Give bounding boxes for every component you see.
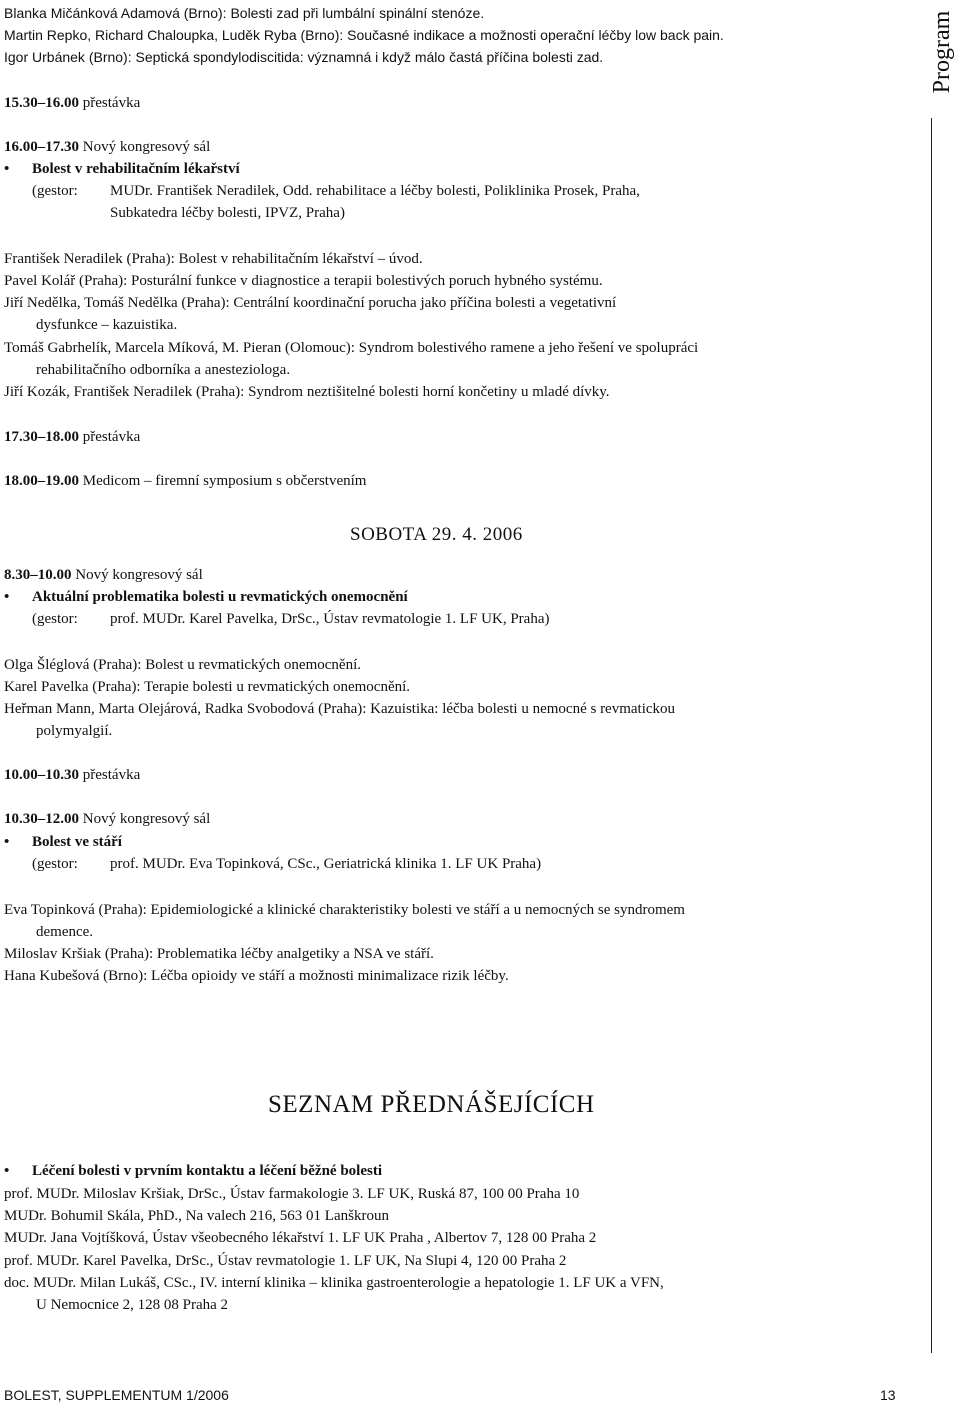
speaker-line: prof. MUDr. Miloslav Kršiak, DrSc., Ústav farmakologie 3. LF UK, Ruská 87, 100 00 Praha 10 bbox=[4, 1186, 580, 1202]
talk-line: Igor Urbánek (Brno): Septická spondylodiscitida: významná i když málo častá příčina bolesti zad. bbox=[4, 49, 604, 65]
symposium-text: Medicom – firemní symposium s občerstvením bbox=[79, 473, 367, 489]
gestor-label: (gestor: bbox=[32, 611, 78, 627]
speaker-line: MUDr. Jana Vojtíšková, Ústav všeobecného lékařství 1. LF UK Praha , Albertov 7, 128 00 Praha 2 bbox=[4, 1230, 597, 1246]
break-text: přestávka bbox=[79, 95, 141, 111]
talk-line: Hana Kubešová (Brno): Léčba opioidy ve stáří a možnosti minimalizace rizik léčby. bbox=[4, 968, 509, 984]
speaker-line-cont: U Nemocnice 2, 128 08 Praha 2 bbox=[36, 1297, 229, 1313]
talk-line: Martin Repko, Richard Chaloupka, Luděk Ryba (Brno): Současné indikace a možnosti operační léčby low back pain. bbox=[4, 27, 724, 43]
break-slot bbox=[4, 426, 140, 448]
session-room: Nový kongresový sál bbox=[71, 567, 203, 583]
session-time-room bbox=[4, 808, 210, 830]
talk-line: Heřman Mann, Marta Olejárová, Radka Svobodová (Praha): Kazuistika: léčba bolesti u nemocné s revmatickou bbox=[4, 701, 676, 717]
speakers-title: Léčení bolesti v prvním kontaktu a léčení běžné bolesti bbox=[32, 1163, 382, 1179]
session-title-row bbox=[4, 586, 408, 608]
session-room: Nový kongresový sál bbox=[79, 139, 211, 155]
session-time: 16.00–17.30 bbox=[4, 139, 79, 155]
session-time: 8.30–10.00 bbox=[4, 567, 72, 583]
break-time: 17.30–18.00 bbox=[4, 429, 79, 445]
session-room: Nový kongresový sál bbox=[79, 811, 211, 827]
talk-line-cont: rehabilitačního odborníka a anesteziologa. bbox=[36, 362, 291, 378]
session-gestor bbox=[32, 180, 640, 224]
talk-line: Karel Pavelka (Praha): Terapie bolesti u revmatických onemocnění. bbox=[4, 679, 411, 695]
vertical-rule bbox=[931, 118, 932, 1353]
session-time-room bbox=[4, 136, 210, 158]
day-heading: SOBOTA 29. 4. 2006 bbox=[350, 524, 523, 545]
bullet-icon: • bbox=[4, 834, 10, 850]
session-title: Aktuální problematika bolesti u revmatických onemocnění bbox=[32, 589, 408, 605]
talk-line: Jiří Nedělka, Tomáš Nedělka (Praha): Centrální koordinační porucha jako příčina bolesti a vegetativní bbox=[4, 295, 617, 311]
session-gestor bbox=[32, 853, 541, 875]
gestor-text-cont: Subkatedra léčby bolesti, IPVZ, Praha) bbox=[110, 205, 345, 221]
section-label-text: Program bbox=[929, 10, 955, 94]
gestor-text: prof. MUDr. Karel Pavelka, DrSc., Ústav revmatologie 1. LF UK, Praha) bbox=[110, 611, 550, 627]
session-title-row bbox=[4, 158, 240, 180]
gestor-label: (gestor: bbox=[32, 856, 78, 872]
talk-line: Olga Šléglová (Praha): Bolest u revmatických onemocnění. bbox=[4, 657, 361, 673]
break-time: 10.00–10.30 bbox=[4, 767, 79, 783]
gestor-text: prof. MUDr. Eva Topinková, CSc., Geriatrická klinika 1. LF UK Praha) bbox=[110, 856, 542, 872]
footer-journal: BOLEST, SUPPLEMENTUM 1/2006 bbox=[4, 1387, 229, 1403]
break-slot bbox=[4, 764, 140, 786]
talk-line: Miloslav Kršiak (Praha): Problematika léčby analgetiky a NSA ve stáří. bbox=[4, 946, 434, 962]
speaker-line: doc. MUDr. Milan Lukáš, CSc., IV. interní klinika – klinika gastroenterologie a hepatologie 1. LF UK a VFN, bbox=[4, 1275, 664, 1291]
talk-line-cont: demence. bbox=[36, 924, 94, 940]
talk-line: František Neradilek (Praha): Bolest v rehabilitačním lékařství – úvod. bbox=[4, 251, 423, 267]
speakers-title-row bbox=[4, 1160, 382, 1182]
speakers-heading: SEZNAM PŘEDNÁŠEJÍCÍCH bbox=[268, 1091, 595, 1118]
section-label bbox=[922, 0, 960, 110]
break-text: přestávka bbox=[79, 767, 141, 783]
page-number: 13 bbox=[880, 1387, 896, 1403]
talk-line: Blanka Mičánková Adamová (Brno): Bolesti zad při lumbální spinální stenóze. bbox=[4, 5, 485, 21]
talk-line: Eva Topinková (Praha): Epidemiologické a klinické charakteristiky bolesti ve stáří a u nemocných se syndromem bbox=[4, 902, 685, 918]
speaker-line: MUDr. Bohumil Skála, PhD., Na valech 216, 563 01 Lanškroun bbox=[4, 1208, 389, 1224]
speaker-line: prof. MUDr. Karel Pavelka, DrSc., Ústav revmatologie 1. LF UK, Na Slupi 4, 120 00 Praha 2 bbox=[4, 1253, 567, 1269]
talk-line-cont: polymyalgií. bbox=[36, 723, 113, 739]
session-gestor bbox=[32, 608, 549, 630]
session-time: 10.30–12.00 bbox=[4, 811, 79, 827]
talk-line: Jiří Kozák, František Neradilek (Praha): Syndrom neztišitelné bolesti horní končetiny u mladé dívky. bbox=[4, 384, 610, 400]
talk-line: Pavel Kolář (Praha): Posturální funkce v diagnostice a terapii bolestivých poruch hybného systému. bbox=[4, 273, 603, 289]
break-time: 15.30–16.00 bbox=[4, 95, 79, 111]
break-slot bbox=[4, 92, 140, 114]
symposium-time: 18.00–19.00 bbox=[4, 473, 79, 489]
gestor-text: MUDr. František Neradilek, Odd. rehabilitace a léčby bolesti, Poliklinika Prosek, Praha, bbox=[110, 183, 640, 199]
symposium-slot bbox=[4, 470, 366, 492]
gestor-label: (gestor: bbox=[32, 183, 78, 199]
session-title-row bbox=[4, 831, 122, 853]
talk-line-cont: dysfunkce – kazuistika. bbox=[36, 317, 178, 333]
session-title: Bolest v rehabilitačním lékařství bbox=[32, 161, 240, 177]
bullet-icon: • bbox=[4, 1163, 10, 1179]
break-text: přestávka bbox=[79, 429, 141, 445]
bullet-icon: • bbox=[4, 161, 10, 177]
session-time-room bbox=[4, 564, 203, 586]
talk-line: Tomáš Gabrhelík, Marcela Míková, M. Pieran (Olomouc): Syndrom bolestivého ramene a jeho řešení ve spolupráci bbox=[4, 340, 699, 356]
session-title: Bolest ve stáří bbox=[32, 834, 122, 850]
bullet-icon: • bbox=[4, 589, 10, 605]
